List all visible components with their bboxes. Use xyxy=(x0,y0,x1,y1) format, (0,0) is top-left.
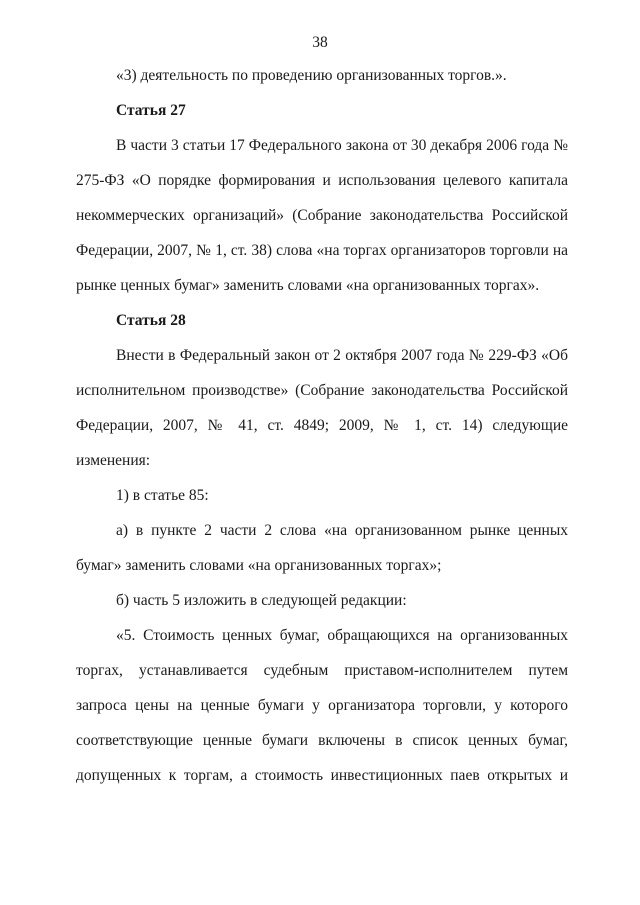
article-27-heading: Статья 27 xyxy=(116,102,186,119)
item-a: а) в пункте 2 части 2 слова «на организованном рынке ценных бумаг» заменить словами «на организованных торгах»; xyxy=(76,522,568,574)
item-1-article-85: 1) в статье 85: xyxy=(116,487,209,504)
page-number: 38 xyxy=(312,34,328,51)
body-text xyxy=(76,58,568,793)
paragraph-item-3: «3) деятельность по проведению организованных торгов.». xyxy=(116,67,507,84)
article-28-text: Внести в Федеральный закон от 2 октября 2007 года № 229-ФЗ «Об исполнительном производстве» (Собрание законодательства Российской Федерации, 2007, № 41, ст. 4849; 2009, № 1, ст. 14) следующие изменения: xyxy=(76,347,568,469)
article-27-text: В части 3 статьи 17 Федерального закона от 30 декабря 2006 года № 275-ФЗ «О порядке формирования и использования целевого капитала некоммерческих организаций» (Собрание законодательства Российской Федерации, 2007, № 1, ст. 38) слова «на торгах организаторов торговли на рынке ценных бумаг» заменить словами «на организованных торгах». xyxy=(76,137,568,294)
article-28-heading: Статья 28 xyxy=(116,312,186,329)
quote-part-5: «5. Стоимость ценных бумаг, обращающихся на организованных торгах, устанавливается судебным приставом-исполнителем путем запроса цены на ценные бумаги у организатора торговли, у которого соответствующие ценные бумаги включены в список ценных бумаг, допущенных к торгам, а стоимость инвестиционных паев открытых и xyxy=(76,627,568,784)
item-b: б) часть 5 изложить в следующей редакции: xyxy=(116,592,407,609)
